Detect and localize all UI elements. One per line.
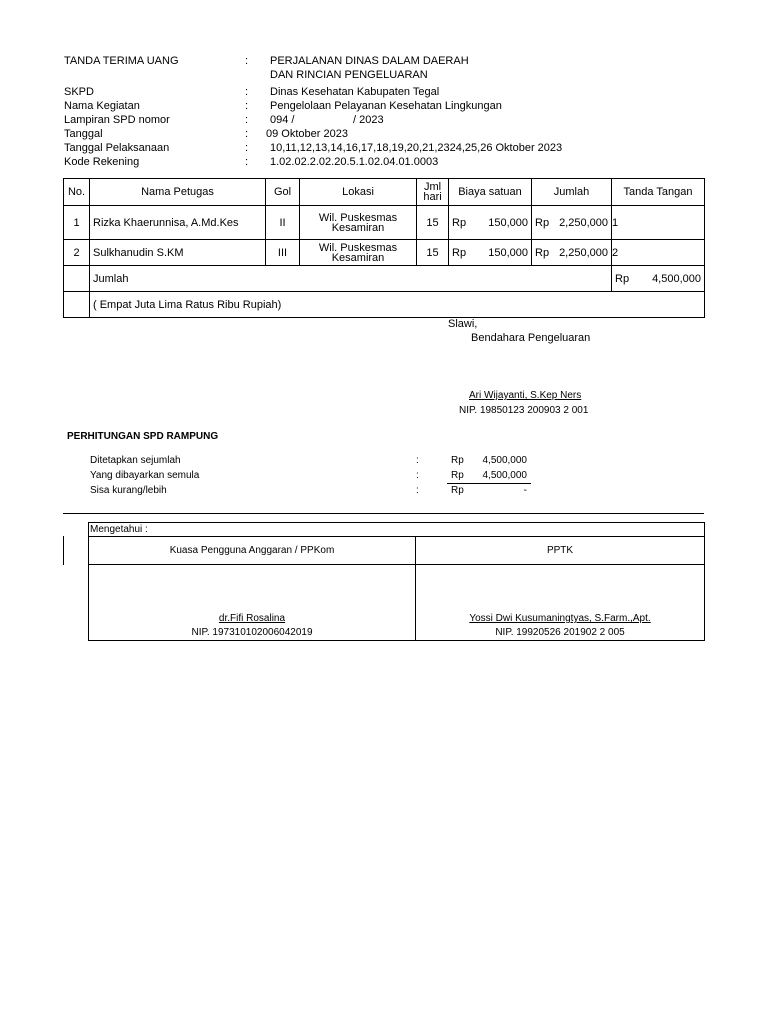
cell-hari: 15	[417, 206, 449, 240]
table-terbilang-row	[64, 292, 705, 318]
cell-jumlah-value: 2,250,000	[559, 246, 608, 259]
calc-value-ditetapkan: 4,500,000	[482, 455, 527, 466]
cell-total	[612, 266, 705, 292]
header-value-nama-kegiatan: Pengelolaan Pelayanan Kesehatan Lingkungan	[270, 100, 502, 112]
cell-lokasi	[300, 240, 417, 266]
header-label-tanda-terima: TANDA TERIMA UANG	[64, 55, 179, 67]
kpa-title: Kuasa Pengguna Anggaran / PPKom	[89, 537, 416, 565]
header-colon: :	[245, 55, 249, 67]
cell-tanda-tangan: 1	[612, 206, 705, 240]
kpa-nip: NIP. 197310102006042019	[191, 627, 313, 638]
calc-value-sisa: -	[523, 485, 527, 496]
pptk-signature	[416, 565, 705, 641]
currency-rp: Rp	[452, 246, 467, 259]
currency-rp: Rp	[535, 246, 550, 259]
pptk-title: PPTK	[416, 537, 705, 565]
header-colon: :	[245, 114, 249, 126]
col-header-jumlah: Jumlah	[532, 179, 612, 206]
header-value-lampiran-spd: 094 /	[270, 114, 295, 126]
margin-mark	[63, 536, 64, 565]
cell-jumlah-value: 2,250,000	[559, 216, 608, 229]
col-header-jml: Jml	[423, 181, 442, 193]
signature-nip: NIP. 19850123 200903 2 001	[459, 405, 589, 416]
cell-gol: II	[266, 206, 300, 240]
header-value-tanda-terima: PERJALANAN DINAS DALAM DAERAH	[270, 55, 469, 67]
header-colon: :	[245, 100, 249, 112]
header-label-nama-kegiatan: Nama Kegiatan	[64, 100, 140, 112]
col-header-jml-hari	[417, 179, 449, 206]
calc-colon: :	[416, 485, 419, 496]
pptk-nip: NIP. 19920526 201902 2 005	[495, 627, 625, 638]
col-header-nama-petugas: Nama Petugas	[90, 179, 266, 206]
cell-jumlah	[532, 240, 612, 266]
header-label-tanggal-pelaksanaan: Tanggal Pelaksanaan	[64, 142, 170, 154]
cell-hari: 15	[417, 240, 449, 266]
mengetahui-sign-row	[89, 565, 705, 641]
currency-rp: Rp	[451, 455, 464, 466]
total-value: 4,500,000	[652, 272, 701, 285]
perhitungan-title: PERHITUNGAN SPD RAMPUNG	[67, 431, 219, 442]
terbilang-text: ( Empat Juta Lima Ratus Ribu Rupiah)	[90, 292, 705, 318]
col-header-biaya-satuan: Biaya satuan	[449, 179, 532, 206]
col-header-gol: Gol	[266, 179, 300, 206]
header-value-kode-rekening: 1.02.02.2.02.20.5.1.02.04.01.0003	[270, 156, 439, 168]
table-total-row	[64, 266, 705, 292]
signature-role: Bendahara Pengeluaran	[471, 332, 591, 344]
table-row	[64, 206, 705, 240]
rincian-table	[63, 178, 705, 318]
currency-rp: Rp	[535, 216, 550, 229]
header-value-lampiran-spd-year: / 2023	[353, 114, 384, 126]
table-row	[64, 240, 705, 266]
cell-lokasi-line1: Wil. Puskesmas	[318, 211, 398, 224]
calc-label-dibayarkan: Yang dibayarkan semula	[90, 470, 200, 481]
cell-biaya	[449, 240, 532, 266]
cell-nama: Rizka Khaerunnisa, A.Md.Kes	[90, 206, 266, 240]
section-divider	[63, 513, 704, 514]
signature-name: Ari Wijayanti, S.Kep Ners	[469, 390, 582, 401]
currency-rp: Rp	[451, 470, 464, 481]
kpa-signature	[89, 565, 416, 641]
calc-value-dibayarkan: 4,500,000	[482, 470, 527, 481]
cell-jumlah	[532, 206, 612, 240]
signature-place: Slawi,	[448, 318, 478, 330]
header-colon: :	[245, 142, 249, 154]
mengetahui-label-row	[89, 523, 705, 537]
cell-no: 1	[64, 206, 90, 240]
cell-lokasi-line2: Kesamiran	[331, 221, 385, 234]
currency-rp: Rp	[452, 216, 467, 229]
header-colon: :	[245, 128, 249, 140]
col-header-hari: hari	[423, 191, 442, 203]
calc-colon: :	[416, 455, 419, 466]
cell-empty	[64, 266, 90, 292]
cell-lokasi-line2: Kesamiran	[331, 251, 385, 264]
cell-lokasi-line1: Wil. Puskesmas	[318, 241, 398, 254]
currency-rp: Rp	[451, 485, 464, 496]
cell-biaya	[449, 206, 532, 240]
calc-label-ditetapkan: Ditetapkan sejumlah	[90, 455, 181, 466]
cell-biaya-value: 150,000	[488, 246, 528, 259]
col-header-lokasi: Lokasi	[300, 179, 417, 206]
cell-gol: III	[266, 240, 300, 266]
header-label-skpd: SKPD	[64, 86, 94, 98]
calc-label-sisa: Sisa kurang/lebih	[90, 485, 167, 496]
cell-tanda-tangan: 2	[612, 240, 705, 266]
cell-nama: Sulkhanudin S.KM	[90, 240, 266, 266]
sum-divider	[447, 483, 531, 484]
header-value-tanggal: 09 Oktober 2023	[266, 128, 348, 140]
header-colon: :	[245, 86, 249, 98]
header-value-skpd: Dinas Kesehatan Kabupaten Tegal	[270, 86, 440, 98]
cell-lokasi	[300, 206, 417, 240]
header-label-kode-rekening: Kode Rekening	[64, 156, 140, 168]
calc-colon: :	[416, 470, 419, 481]
header-label-lampiran-spd: Lampiran SPD nomor	[64, 114, 170, 126]
col-header-tanda-tangan: Tanda Tangan	[612, 179, 705, 206]
header-label-tanggal: Tanggal	[64, 128, 103, 140]
header-colon: :	[245, 156, 249, 168]
kpa-name: dr.Fifi Rosalina	[218, 613, 286, 624]
total-label: Jumlah	[90, 266, 612, 292]
mengetahui-label: Mengetahui :	[89, 523, 705, 537]
table-header-row	[64, 179, 705, 206]
cell-empty	[64, 292, 90, 318]
header-value-tanda-terima-line2: DAN RINCIAN PENGELUARAN	[270, 69, 428, 81]
mengetahui-title-row	[89, 537, 705, 565]
header-value-tanggal-pelaksanaan: 10,11,12,13,14,16,17,18,19,20,21,2324,25,26 Oktober 2023	[270, 142, 563, 154]
cell-biaya-value: 150,000	[488, 216, 528, 229]
col-header-no: No.	[64, 179, 90, 206]
mengetahui-table	[88, 522, 705, 641]
cell-no: 2	[64, 240, 90, 266]
pptk-name: Yossi Dwi Kusumaningtyas, S.Farm.,Apt.	[469, 613, 651, 624]
currency-rp: Rp	[615, 272, 630, 285]
